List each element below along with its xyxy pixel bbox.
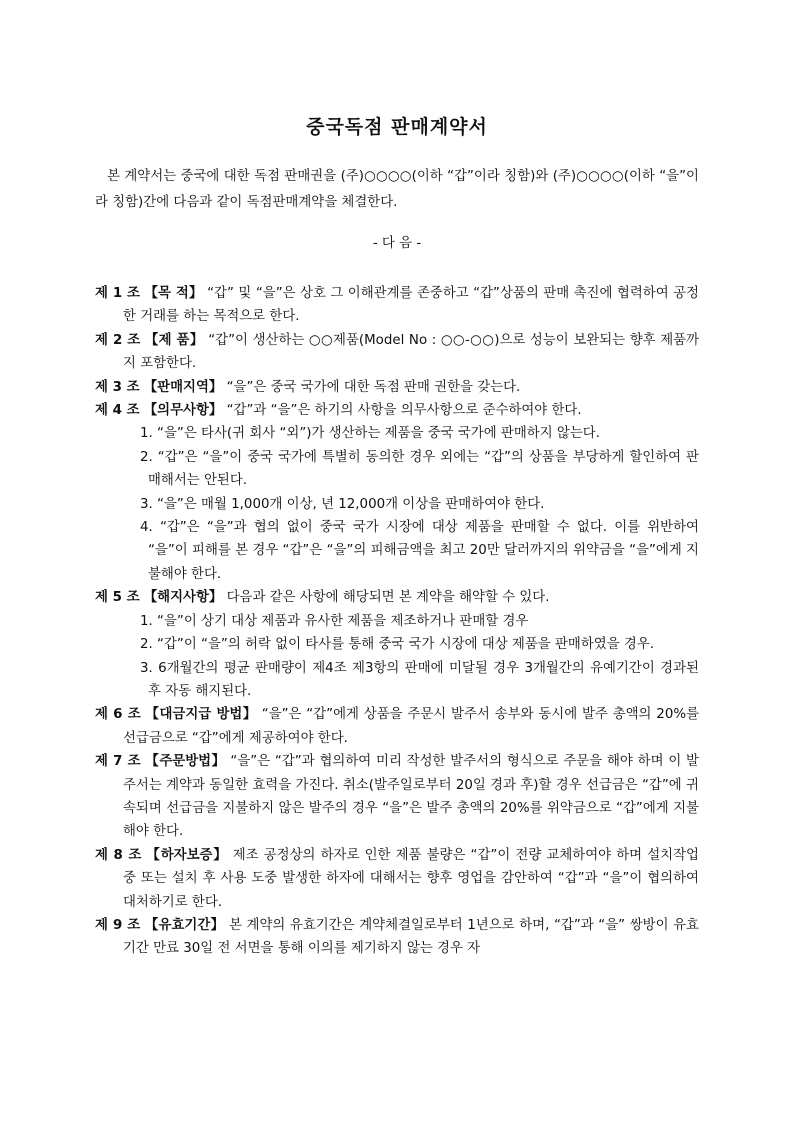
list-item: 3. 6개월간의 평균 판매량이 제4조 제3항의 판매에 미달될 경우 3개월간의 유예기간이 경과된 후 자동 해지된다. <box>140 660 699 699</box>
list-item: 2. “갑”은 “을”이 중국 국가에 특별히 동의한 경우 외에는 “갑”의 상품을 부당하게 할인하여 판매해서는 안된다. <box>140 449 699 489</box>
article-9 <box>95 914 699 961</box>
article-7 <box>95 750 699 844</box>
article-8 <box>95 844 699 914</box>
article-title: 【제 품】 <box>144 332 204 348</box>
intro-paragraph: 본 계약서는 중국에 대한 독점 판매권을 (주)○○○○(이하 “갑”이라 칭함)와 (주)○○○○(이하 “을”이라 칭함)간에 다음과 같이 독점판매계약을 체결한다. <box>95 169 699 210</box>
article-text: “을”은 “갑”에게 상품을 주문시 발주서 송부와 동시에 발주 총액의 20%를 선급금으로 “갑”에게 제공하여야 한다. <box>123 707 700 746</box>
article-items <box>95 610 699 704</box>
article-text: 본 계약의 유효기간은 계약체결일로부터 1년으로 하며, “갑”과 “을” 쌍방이 유효기간 만료 30일 전 서면을 통해 이의를 제기하지 않는 경우 자 <box>123 917 699 957</box>
article-text: “갑”과 “을”은 하기의 사항을 의무사항으로 준수하여야 한다. <box>222 403 582 419</box>
list-item: 4. “갑”은 “을”과 협의 없이 중국 국가 시장에 대상 제품을 판매할 수 없다. 이를 위반하여 “을”이 피해를 본 경우 “갑”은 “을”의 피해금액을 최고 20만 달러까지의 위약금을 “을”에게 지불해야 한다. <box>140 520 699 582</box>
article-text: “갑”이 생산하는 ○○제품(Model No : ○○-○○)으로 성능이 보완되는 향후 제품까지 포함한다. <box>123 332 700 372</box>
article-1 <box>95 282 699 329</box>
article-number: 제 8 조 <box>95 847 142 863</box>
article-text: 다음과 같은 사항에 해당되면 본 계약을 해약할 수 있다. <box>222 590 550 606</box>
article-5 <box>95 586 699 609</box>
article-title: 【유효기간】 <box>144 917 225 933</box>
list-item: 1. “을”은 타사(귀 회사 “외”)가 생산하는 제품을 중국 국가에 판매하지 않는다. <box>140 426 600 442</box>
article-number: 제 1 조 <box>95 286 140 301</box>
article-text: 제조 공정상의 하자로 인한 제품 불량은 “갑”이 전량 교체하여야 하며 설치작업 중 또는 설치 후 사용 도중 발생한 하자에 대해서는 향후 영업을 감안하여 “갑”과 “을”이 협의하여 대처하기로 한다. <box>123 847 699 910</box>
article-text: “을”은 “갑”과 협의하여 미리 작성한 발주서의 형식으로 주문을 해야 하며 이 발주서는 계약과 동일한 효력을 가진다. 취소(발주일로부터 20일 경과 후)할 경우 선급금은 “갑”에 귀속되며 선급금을 지불하지 않은 발주의 경우 “을”은 발주 총액의 20%를 위약금으로 “갑”에게 지불해야 한다. <box>123 754 699 840</box>
article-number: 제 5 조 <box>95 590 140 606</box>
list-item: 1. “을”이 상기 대상 제품과 유사한 제품을 제조하거나 판매할 경우 <box>140 613 529 629</box>
article-title: 【하자보증】 <box>146 847 228 863</box>
article-number: 제 2 조 <box>95 332 141 348</box>
article-text: “을”은 중국 국가에 대한 독점 판매 권한을 갖는다. <box>222 379 521 395</box>
article-title: 【의무사항】 <box>143 403 223 419</box>
article-number: 제 7 조 <box>95 754 141 770</box>
list-item: 2. “갑”이 “을”의 허락 없이 타사를 통해 중국 국가 시장에 대상 제품을 판매하였을 경우. <box>140 637 655 653</box>
article-title: 【판매지역】 <box>143 379 223 395</box>
article-3 <box>95 376 699 399</box>
article-2 <box>95 329 699 376</box>
article-title: 【대금지급 방법】 <box>145 707 257 723</box>
article-title: 【주문방법】 <box>145 754 226 770</box>
article-number: 제 3 조 <box>95 379 140 395</box>
article-number: 제 9 조 <box>95 917 141 933</box>
article-number: 제 6 조 <box>95 707 141 723</box>
article-text: “갑” 및 “을”은 상호 그 이해관계를 존중하고 “갑”상품의 판매 촉진에 협력하여 공정한 거래를 하는 목적으로 한다. <box>123 286 699 325</box>
article-number: 제 4 조 <box>95 403 140 419</box>
article-4 <box>95 399 699 422</box>
articles-list <box>95 282 699 961</box>
article-6 <box>95 703 699 750</box>
section-heading: - 다 음 - <box>372 236 422 251</box>
article-items <box>95 422 699 586</box>
list-item: 3. “을”은 매월 1,000개 이상, 년 12,000개 이상을 판매하여야 한다. <box>140 496 545 512</box>
article-title: 【목 적】 <box>144 286 203 301</box>
article-title: 【해지사항】 <box>143 590 223 606</box>
document-title: 중국독점 판매계약서 <box>306 116 488 138</box>
